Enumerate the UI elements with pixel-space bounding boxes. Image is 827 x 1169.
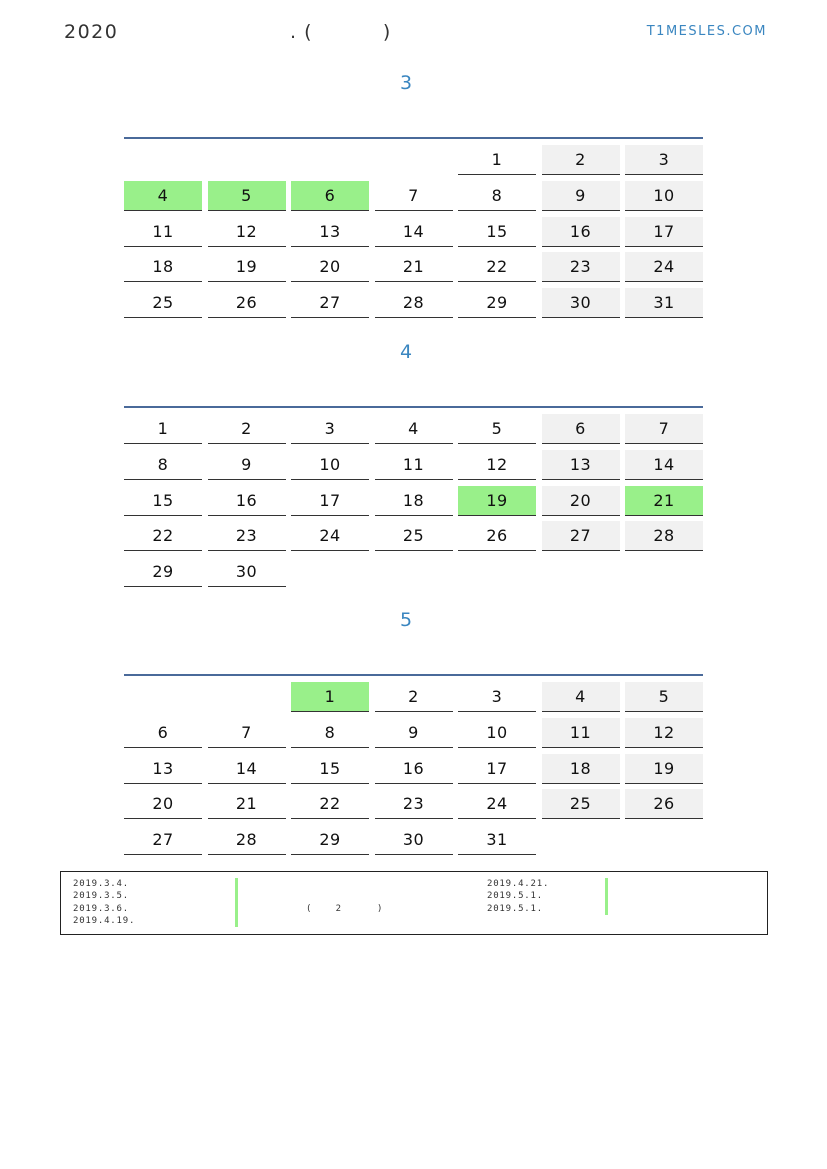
day-cell-12: 12 [458, 450, 536, 480]
day-cell-9: 9 [208, 450, 286, 480]
day-cell-13: 13 [291, 217, 369, 247]
day-cell-27: 27 [124, 825, 202, 855]
day-cell-29: 29 [124, 557, 202, 587]
day-cell-7: 7 [625, 414, 703, 444]
day-cell-26: 26 [458, 521, 536, 551]
day-cell-7: 7 [208, 718, 286, 748]
day-cell-17: 17 [458, 754, 536, 784]
day-cell-24: 24 [458, 789, 536, 819]
day-cell-15: 15 [458, 217, 536, 247]
day-cell-30: 30 [208, 557, 286, 587]
note-line: 2019.3.6. [73, 903, 129, 914]
day-cell-17: 17 [291, 486, 369, 516]
holiday-marker-bar [235, 878, 238, 927]
day-cell-25: 25 [542, 789, 620, 819]
day-cell-27: 27 [291, 288, 369, 318]
day-cell-16: 16 [542, 217, 620, 247]
day-cell-10: 10 [458, 718, 536, 748]
day-cell-1: 1 [124, 414, 202, 444]
day-cell-24: 24 [291, 521, 369, 551]
day-cell-29: 29 [458, 288, 536, 318]
day-cell-12: 12 [625, 718, 703, 748]
day-cell-23: 23 [542, 252, 620, 282]
day-cell-27: 27 [542, 521, 620, 551]
day-cell-2: 2 [375, 682, 453, 712]
day-cell-6: 6 [291, 181, 369, 211]
day-cell-14: 14 [625, 450, 703, 480]
day-cell-25: 25 [375, 521, 453, 551]
day-cell-26: 26 [625, 789, 703, 819]
note-line: 2019.4.21. [487, 879, 550, 889]
day-cell-16: 16 [375, 754, 453, 784]
day-cell-11: 11 [124, 217, 202, 247]
day-cell-15: 15 [291, 754, 369, 784]
day-cell-28: 28 [625, 521, 703, 551]
day-cell-20: 20 [542, 486, 620, 516]
header-year: 2020 [64, 21, 119, 43]
day-cell-8: 8 [458, 181, 536, 211]
day-cell-11: 11 [375, 450, 453, 480]
day-cell-3: 3 [458, 682, 536, 712]
day-cell-24: 24 [625, 252, 703, 282]
day-cell-21: 21 [625, 486, 703, 516]
header-title: . ( ) [290, 21, 392, 43]
day-cell-14: 14 [375, 217, 453, 247]
day-cell-31: 31 [458, 825, 536, 855]
day-cell-23: 23 [375, 789, 453, 819]
note-line: 2019.3.4. [73, 879, 129, 889]
month-title-april: 4 [399, 341, 413, 363]
day-cell-18: 18 [375, 486, 453, 516]
note-line: 2019.3.5. [73, 891, 129, 902]
day-cell-8: 8 [124, 450, 202, 480]
day-cell-22: 22 [458, 252, 536, 282]
day-cell-28: 28 [208, 825, 286, 855]
day-cell-6: 6 [124, 718, 202, 748]
day-cell-20: 20 [124, 789, 202, 819]
day-cell-4: 4 [375, 414, 453, 444]
note-line: 2019.5.1. [487, 891, 543, 902]
day-cell-22: 22 [291, 789, 369, 819]
day-cell-6: 6 [542, 414, 620, 444]
day-cell-1: 1 [458, 145, 536, 175]
day-cell-12: 12 [208, 217, 286, 247]
day-cell-11: 11 [542, 718, 620, 748]
day-cell-21: 21 [208, 789, 286, 819]
day-cell-2: 2 [542, 145, 620, 175]
calendar-grid-may [124, 674, 703, 861]
day-cell-5: 5 [208, 181, 286, 211]
day-cell-19: 19 [208, 252, 286, 282]
day-cell-25: 25 [124, 288, 202, 318]
day-cell-8: 8 [291, 718, 369, 748]
day-cell-23: 23 [208, 521, 286, 551]
calendar-grid-march [124, 137, 703, 324]
day-cell-29: 29 [291, 825, 369, 855]
day-cell-16: 16 [208, 486, 286, 516]
day-cell-14: 14 [208, 754, 286, 784]
day-cell-9: 9 [542, 181, 620, 211]
day-cell-17: 17 [625, 217, 703, 247]
notes-right-column [487, 878, 549, 915]
note-line: 2019.5.1. [487, 903, 543, 914]
day-cell-28: 28 [375, 288, 453, 318]
notes-left-column [73, 878, 135, 927]
day-cell-13: 13 [542, 450, 620, 480]
day-cell-13: 13 [124, 754, 202, 784]
calendar-grid-april [124, 406, 703, 593]
month-title-march: 3 [399, 72, 413, 94]
day-cell-21: 21 [375, 252, 453, 282]
day-cell-4: 4 [124, 181, 202, 211]
day-cell-7: 7 [375, 181, 453, 211]
day-cell-4: 4 [542, 682, 620, 712]
day-cell-30: 30 [375, 825, 453, 855]
day-cell-10: 10 [625, 181, 703, 211]
holiday-marker-bar [605, 878, 608, 915]
day-cell-19: 19 [458, 486, 536, 516]
day-cell-15: 15 [124, 486, 202, 516]
note-line: 2019.4.19. [73, 915, 136, 926]
day-cell-5: 5 [458, 414, 536, 444]
day-cell-26: 26 [208, 288, 286, 318]
day-cell-5: 5 [625, 682, 703, 712]
day-cell-3: 3 [291, 414, 369, 444]
day-cell-9: 9 [375, 718, 453, 748]
day-cell-20: 20 [291, 252, 369, 282]
day-cell-10: 10 [291, 450, 369, 480]
notes-center-text: ( 2 ) [306, 904, 383, 914]
day-cell-18: 18 [542, 754, 620, 784]
day-cell-30: 30 [542, 288, 620, 318]
holiday-notes [60, 871, 768, 935]
day-cell-19: 19 [625, 754, 703, 784]
day-cell-31: 31 [625, 288, 703, 318]
site-link[interactable]: T1MESLES.COM [646, 24, 767, 39]
day-cell-1: 1 [291, 682, 369, 712]
month-title-may: 5 [399, 609, 413, 631]
day-cell-22: 22 [124, 521, 202, 551]
day-cell-2: 2 [208, 414, 286, 444]
day-cell-3: 3 [625, 145, 703, 175]
day-cell-18: 18 [124, 252, 202, 282]
